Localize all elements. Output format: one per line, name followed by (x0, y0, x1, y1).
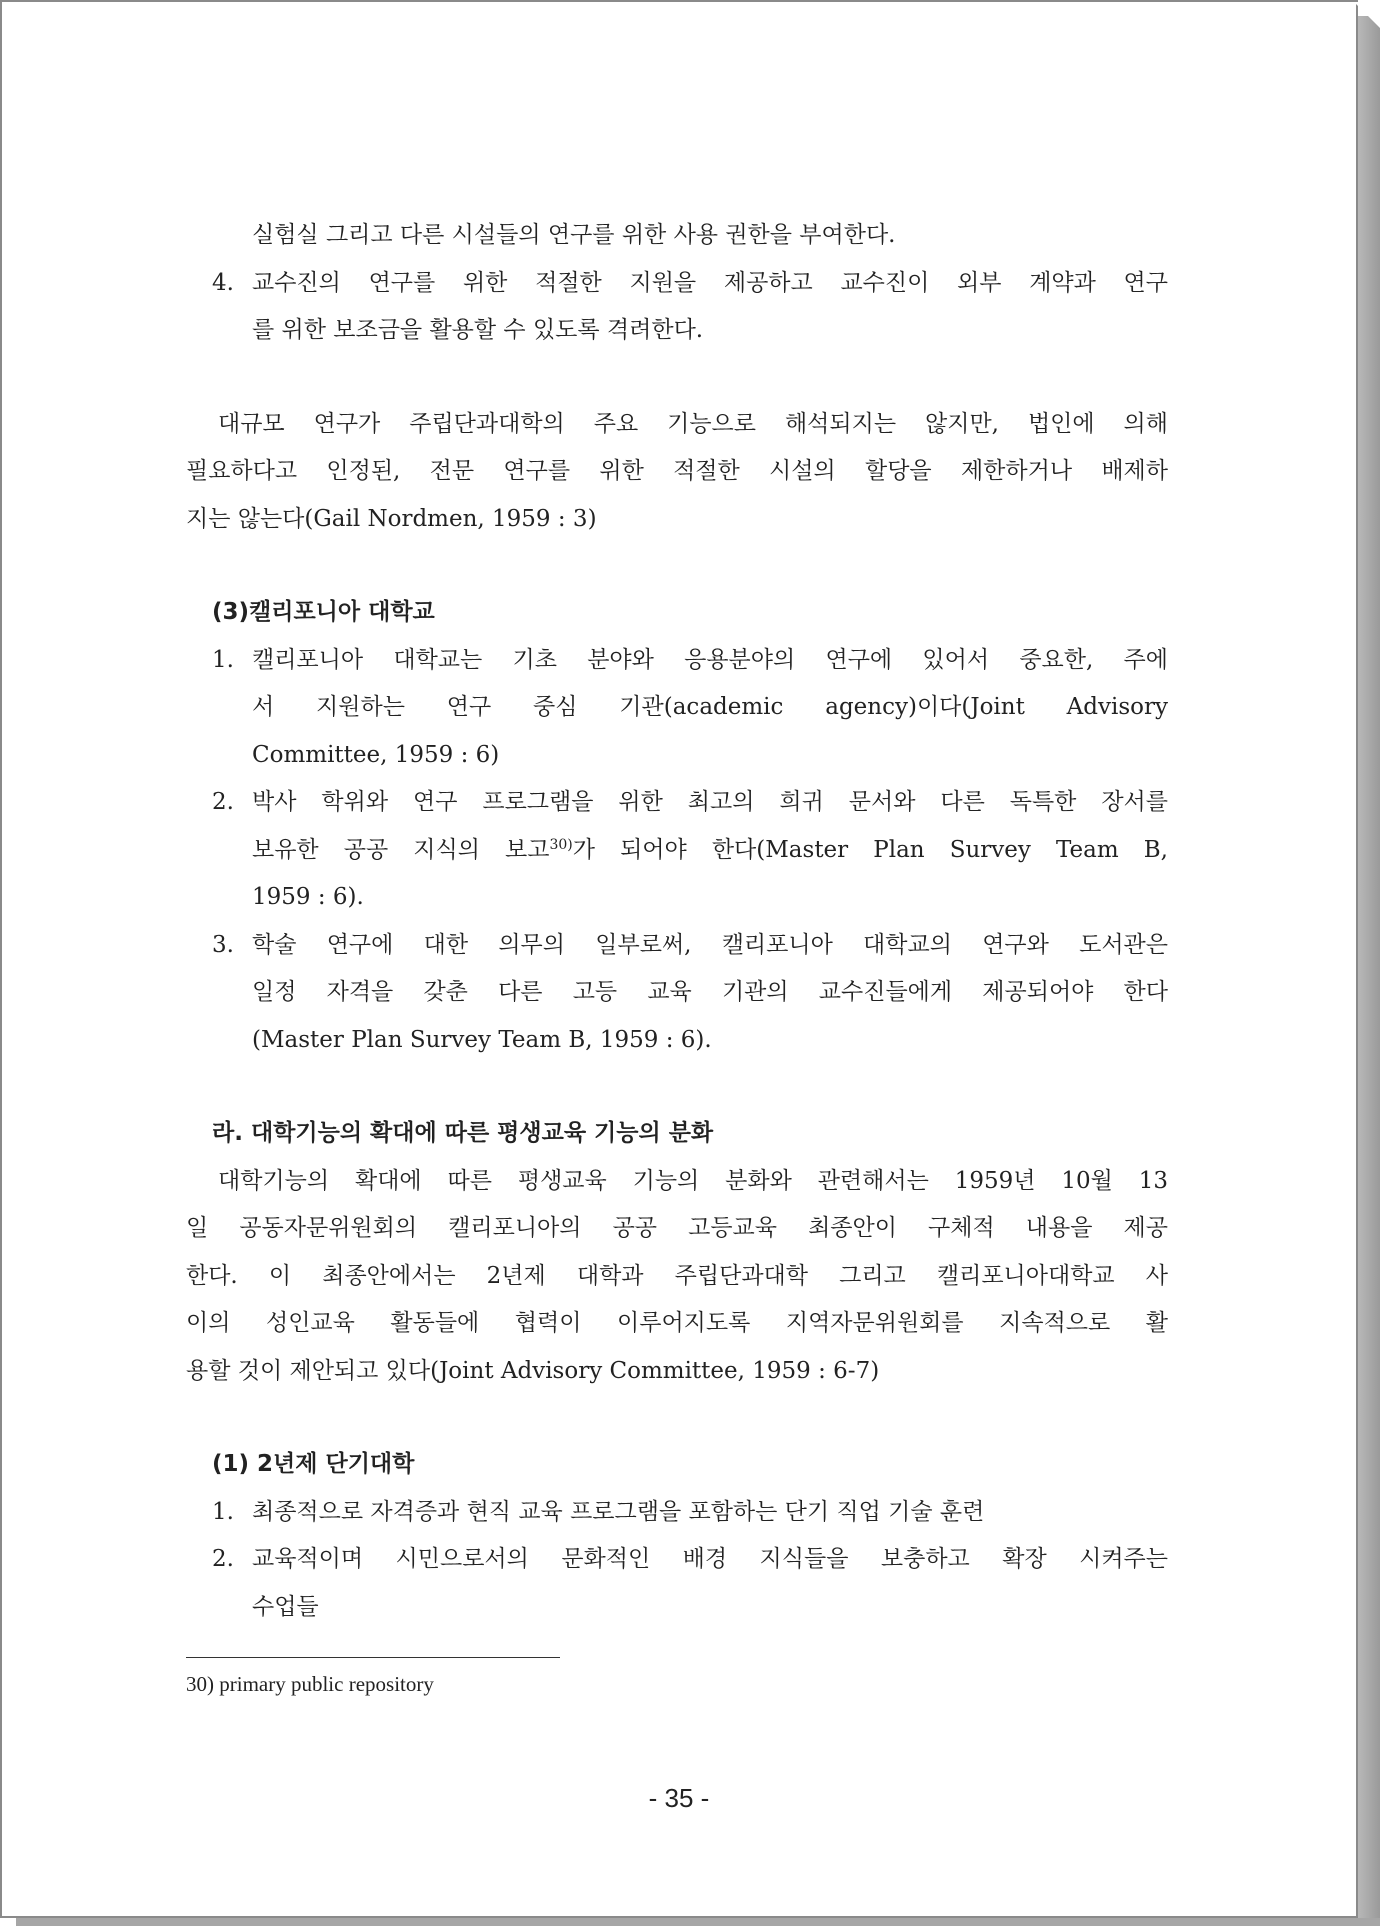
list-item (186, 1489, 1168, 1537)
page-shadow-bottom (16, 1918, 1380, 1926)
list-number: 2. (212, 1546, 234, 1572)
section-heading: (3)캘리포니아 대학교 (212, 599, 435, 625)
body-line: 일정 자격을 갖춘 다른 고등 교육 기관의 교수진들에게 제공되어야 한다 (252, 979, 1168, 1005)
footnote-divider (186, 1657, 560, 1658)
body-line: 일 공동자문위원회의 캘리포니아의 공공 고등교육 최종안이 구체적 내용을 제공 (186, 1215, 1168, 1241)
body-line: Committee, 1959 : 6) (252, 741, 500, 768)
body-line: 1959 : 6). (252, 884, 364, 910)
list-item (186, 637, 1168, 685)
body-line (186, 827, 1168, 875)
page-corner-fold (1354, 2, 1380, 28)
page-number: - 35 - (648, 1783, 710, 1813)
list-number: 3. (212, 931, 234, 958)
body-line: 교수진의 연구를 위한 적절한 지원을 제공하고 교수진이 외부 계약과 연구 (252, 269, 1168, 296)
body-line: 지는 않는다(Gail Nordmen, 1959 : 3) (186, 505, 597, 532)
list-item (186, 922, 1168, 970)
body-text: 가 되어야 한다(Master Plan Survey Team B, (572, 836, 1168, 863)
list-number: 4. (212, 269, 234, 296)
list-number: 1. (212, 646, 234, 673)
body-line: (Master Plan Survey Team B, 1959 : 6). (252, 1026, 712, 1053)
section-heading: (1) 2년제 단기대학 (212, 1451, 415, 1477)
body-line: 한다. 이 최종안에서는 2년제 대학과 주립단과대학 그리고 캘리포니아대학교 사 (186, 1262, 1168, 1289)
body-line: 수업들 (252, 1593, 319, 1620)
body-line: 교육적이며 시민으로서의 문화적인 배경 지식들을 보충하고 확장 시켜주는 (252, 1546, 1168, 1572)
list-item (186, 260, 1168, 308)
body-line: 캘리포니아 대학교는 기초 분야와 응용분야의 연구에 있어서 중요한, 주에 (252, 646, 1168, 673)
body-line: 최종적으로 자격증과 현직 교육 프로그램을 포함하는 단기 직업 기술 훈련 (252, 1498, 985, 1525)
body-line: 이의 성인교육 활동들에 협력이 이루어지도록 지역자문위원회를 지속적으로 활 (186, 1310, 1168, 1336)
list-number: 1. (212, 1498, 234, 1525)
body-line: 박사 학위와 연구 프로그램을 위한 최고의 희귀 문서와 다른 독특한 장서를 (252, 789, 1168, 815)
body-line: 용할 것이 제안되고 있다(Joint Advisory Committee, 1959 : 6-7) (186, 1357, 880, 1384)
body-line: 서 지원하는 연구 중심 기관(academic agency)이다(Joint Advisory (252, 694, 1168, 720)
list-item (186, 1536, 1168, 1584)
body-text: 보유한 공공 지식의 보고 (252, 836, 550, 863)
list-number: 2. (212, 789, 234, 815)
footnote: 30) primary public repository (186, 1672, 434, 1696)
body-line: 대학기능의 확대에 따른 평생교육 기능의 분화와 관련해서는 1959년 10월 13 (218, 1167, 1168, 1194)
body-line: 실험실 그리고 다른 시설들의 연구를 위한 사용 권한을 부여한다. (252, 222, 896, 248)
body-line: 학술 연구에 대한 의무의 일부로써, 캘리포니아 대학교의 연구와 도서관은 (252, 931, 1168, 958)
body-line: 필요하다고 인정된, 전문 연구를 위한 적절한 시설의 할당을 제한하거나 배제하 (186, 458, 1168, 484)
section-heading: 라. 대학기능의 확대에 따른 평생교육 기능의 분화 (212, 1120, 714, 1146)
footnote-ref: 30) (549, 836, 573, 853)
page-shadow (1358, 16, 1380, 1922)
list-item (186, 779, 1168, 827)
body-line: 를 위한 보조금을 활용할 수 있도록 격려한다. (252, 317, 704, 343)
body-line: 대규모 연구가 주립단과대학의 주요 기능으로 해석되지는 않지만, 법인에 의해 (218, 410, 1168, 437)
page-body (186, 212, 1168, 1631)
